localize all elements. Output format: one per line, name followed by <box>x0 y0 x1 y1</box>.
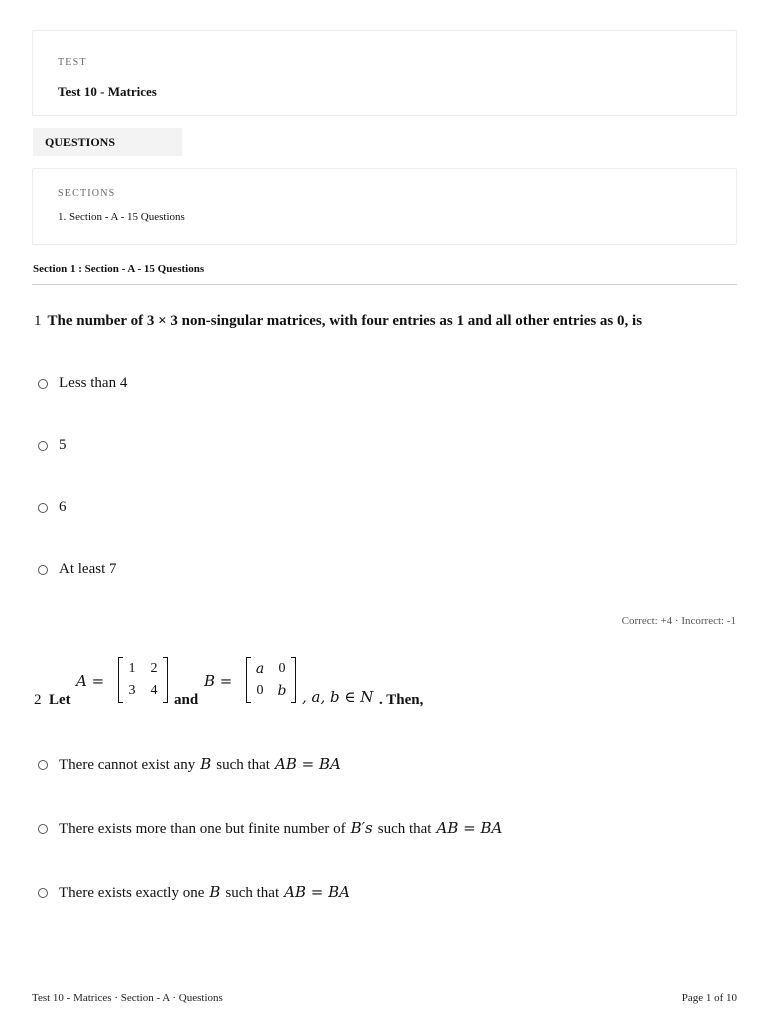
q2-option-2[interactable] <box>38 819 507 838</box>
page-indicator: Page 1 of 10 <box>681 992 737 1004</box>
matrix-b <box>246 657 296 703</box>
test-title: Test 10 - Matrices <box>58 84 157 99</box>
radio-icon[interactable] <box>38 824 48 834</box>
divider <box>32 284 737 285</box>
q1-option-3[interactable] <box>38 499 67 516</box>
right-bracket <box>163 657 168 703</box>
question-2-then: . Then, <box>379 692 424 708</box>
q2-option-2-mid: such that <box>377 821 432 837</box>
matrix-b-cell: a <box>255 661 265 677</box>
matrix-a-cell: 3 <box>128 683 136 698</box>
radio-icon[interactable] <box>38 888 48 898</box>
radio-icon[interactable] <box>38 379 48 389</box>
q1-option-2[interactable] <box>38 437 67 454</box>
q1-option-4-label: At least 7 <box>59 561 117 577</box>
q2-option-3-math-eq: AB = BA <box>284 883 350 901</box>
q1-option-4[interactable] <box>38 561 117 578</box>
radio-icon[interactable] <box>38 441 48 451</box>
footer-breadcrumb: Test 10 - Matrices · Section - A · Questions <box>32 992 223 1004</box>
q2-option-3-pre: There exists exactly one <box>59 885 205 901</box>
question-1-text <box>34 313 642 330</box>
q2-option-1-math-b: B <box>200 755 212 773</box>
sections-kicker: SECTIONS <box>58 188 116 199</box>
q2-option-1[interactable] <box>38 755 346 774</box>
q2-option-1-label <box>59 755 346 774</box>
marks-info: Correct: +4 · Incorrect: -1 <box>621 615 736 627</box>
matrix-b-label: B = <box>204 672 233 690</box>
radio-icon[interactable] <box>38 503 48 513</box>
q2-option-1-mid: such that <box>216 757 270 773</box>
matrix-b-cell: 0 <box>256 683 264 698</box>
q1-option-1-label: Less than 4 <box>59 375 128 391</box>
q2-option-3-math-b: B <box>209 883 221 901</box>
matrix-a-cell: 4 <box>150 683 158 698</box>
test-kicker: TEST <box>58 57 87 68</box>
q1-option-1[interactable] <box>38 375 127 392</box>
question-2-number: 2 <box>34 692 42 708</box>
left-bracket <box>118 657 123 703</box>
q1-option-3-label: 6 <box>59 499 67 515</box>
question-2-and: and <box>174 692 199 708</box>
q2-option-2-math-eq: AB = BA <box>436 819 503 837</box>
question-1-body: The number of 3 × 3 non-singular matrices, with four entries as 1 and all other entries as 0, is <box>47 313 643 329</box>
q2-option-2-pre: There exists more than one but finite number of <box>59 821 346 837</box>
right-bracket <box>291 657 296 703</box>
test-card <box>32 30 737 116</box>
question-2-condition: , a, b ∈ N <box>302 688 374 706</box>
q1-option-2-label: 5 <box>59 437 67 453</box>
q2-option-3-label <box>59 883 355 902</box>
section-heading: Section 1 : Section - A - 15 Questions <box>33 263 205 275</box>
q2-option-1-math-eq: AB = BA <box>274 755 341 773</box>
q2-option-2-label <box>59 819 507 838</box>
matrix-a-cell: 2 <box>150 661 158 676</box>
matrix-a-cell: 1 <box>128 661 136 676</box>
matrix-b-cell: b <box>277 683 287 699</box>
q2-option-3-mid: such that <box>225 885 280 901</box>
q2-option-3[interactable] <box>38 883 355 902</box>
left-bracket <box>246 657 251 703</box>
q2-option-1-pre: There cannot exist any <box>59 757 196 773</box>
radio-icon[interactable] <box>38 760 48 770</box>
matrix-b-cell: 0 <box>278 661 286 676</box>
q2-option-2-math-b: B′s <box>350 819 373 837</box>
question-2-let: Let <box>49 692 71 708</box>
section-link-a[interactable]: 1. Section - A - 15 Questions <box>58 211 185 223</box>
questions-tab[interactable]: QUESTIONS <box>33 128 182 156</box>
question-1-number: 1 <box>34 313 42 329</box>
radio-icon[interactable] <box>38 565 48 575</box>
sections-card <box>32 168 737 245</box>
question-2-text <box>34 652 734 712</box>
matrix-a <box>118 657 168 703</box>
matrix-a-label: A = <box>76 672 105 690</box>
